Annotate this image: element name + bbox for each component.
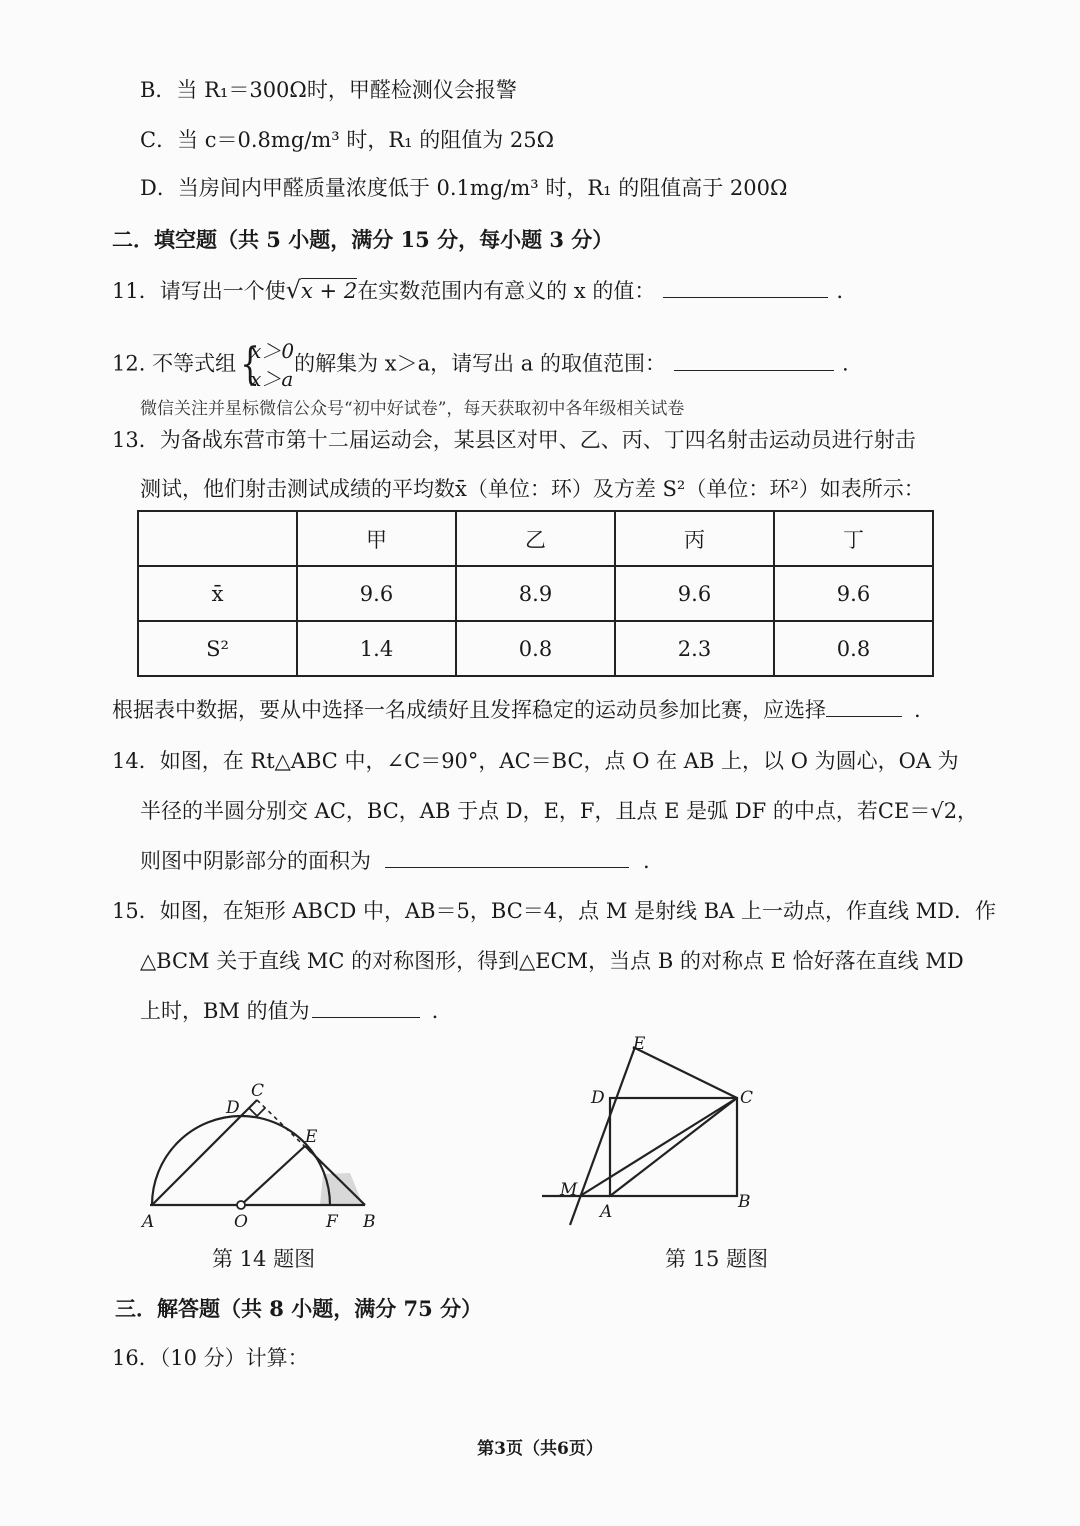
option-d: D．当房间内甲醛质量浓度低于 0.1mg/m³ 时，R₁ 的阻值高于 200Ω [140,176,788,200]
table-cell: 1.4 [297,621,456,676]
question-15-line-3 [140,995,438,1025]
label-o: O [234,1212,248,1232]
q13-answer-blank[interactable] [826,715,902,717]
q12-answer-blank[interactable] [674,369,834,371]
section-2-heading: 二．填空题（共 5 小题，满分 15 分，每小题 3 分） [112,227,614,252]
q13-period: . [914,698,921,722]
table-cell: 8.9 [456,566,615,621]
inequality-row-1: x＞0 [250,339,295,363]
question-15-line-1: 15．如图，在矩形 ABCD 中，AB＝5，BC＝4，点 M 是射线 BA 上一动点，作直线 MD．作 [112,899,996,923]
semicircle-arc [152,1116,330,1205]
center-point-o [237,1201,245,1209]
line-mc [580,1098,737,1196]
question-14-line-2: 半径的半圆分别交 AC，BC，AB 于点 D，E，F，且点 E 是弧 DF 的中点，若CE＝√2， [140,799,979,823]
figure-14-diagram [130,1070,390,1240]
table-row [138,566,933,621]
table-cell: 9.6 [774,566,933,621]
q11-text-pre: 11．请写出一个使 [112,279,286,303]
q12-period: . [842,351,849,376]
label-a: A [142,1212,155,1232]
question-12 [112,339,849,391]
table-cell [138,511,297,566]
table-cell: 9.6 [615,566,774,621]
table-header-row [138,511,933,566]
line-md [570,1047,635,1225]
q11-answer-blank[interactable] [663,296,828,298]
right-angle-mark [249,1108,265,1116]
question-14-line-1: 14．如图，在 Rt△ABC 中，∠C＝90°，AC＝BC，点 O 在 AB 上，以 O 为圆心，OA 为 [112,749,959,773]
table-cell: 2.3 [615,621,774,676]
table-cell: x̄ [138,566,297,621]
table-cell: 丁 [774,511,933,566]
label-c: C [740,1088,754,1108]
label-d: D [591,1088,605,1108]
q15-text: 上时，BM 的值为 [140,999,310,1023]
figure-14-caption: 第 14 题图 [212,1247,316,1271]
label-f: F [326,1212,338,1232]
label-e: E [305,1127,318,1147]
question-11: 11．请写出一个使√x + 2在实数范围内有意义的 x 的值： . [112,276,844,304]
table-row [138,621,933,676]
q13-text: 根据表中数据，要从中选择一名成绩好且发挥稳定的运动员参加比赛，应选择 [112,698,826,722]
table-cell: 9.6 [297,566,456,621]
figure-15-caption: 第 15 题图 [665,1247,769,1271]
q11-period: . [836,279,844,303]
option-b: B．当 R₁＝300Ω时，甲醛检测仪会报警 [140,78,517,102]
q11-radicand: x + 2 [301,279,358,303]
table-cell: 0.8 [456,621,615,676]
q15-answer-blank[interactable] [312,1016,420,1018]
inequality-row-2: x＞a [250,367,294,391]
question-13-line-1: 13．为备战东营市第十二届运动会，某县区对甲、乙、丙、丁四名射击运动员进行射击 [112,428,916,452]
table-cell: S² [138,621,297,676]
line-ac [152,1100,257,1205]
label-e: E [633,1034,646,1054]
table-cell: 乙 [456,511,615,566]
q14-period: . [643,849,650,873]
question-14-line-3 [140,845,650,875]
table-cell: 丙 [615,511,774,566]
q15-period: . [431,999,439,1023]
question-13-line-2: 测试，他们射击测试成绩的平均数x̄（单位：环）及方差 S²（单位：环²）如表所示： [140,477,925,501]
figure-15-diagram [530,1025,790,1235]
q12-text-pre: 12. 不等式组 [112,351,237,376]
line-ac [610,1098,737,1196]
label-b: B [738,1192,751,1212]
question-15-line-2: △BCM 关于直线 MC 的对称图形，得到△ECM，当点 B 的对称点 E 恰好落在直线 MD [140,949,964,973]
line-ec [633,1047,737,1098]
label-a: A [600,1202,613,1222]
score-table [137,510,934,677]
wechat-notice: 微信关注并星标微信公众号“初中好试卷”，每天获取初中各年级相关试卷 [140,399,685,419]
table-cell: 甲 [297,511,456,566]
line-oe [241,1146,305,1205]
label-m: M [560,1180,578,1200]
question-16: 16．（10 分）计算： [112,1346,309,1370]
q14-answer-blank[interactable] [385,866,629,868]
label-b: B [363,1212,376,1232]
option-c: C．当 c＝0.8mg/m³ 时，R₁ 的阻值为 25Ω [140,128,555,152]
label-d: D [226,1098,240,1118]
q14-text: 则图中阴影部分的面积为 [140,849,371,873]
question-13-line-3 [112,694,921,724]
q12-text-post: 的解集为 x＞a，请写出 a 的取值范围： [294,351,666,376]
inequality-system [236,339,295,391]
brace-icon: { [240,339,260,390]
section-3-heading: 三．解答题（共 8 小题，满分 75 分） [115,1296,483,1321]
table-cell: 0.8 [774,621,933,676]
label-c: C [251,1081,265,1101]
page-footer: 第3页（共6页） [477,1439,603,1459]
q11-text-post: 在实数范围内有意义的 x 的值： [357,279,656,303]
